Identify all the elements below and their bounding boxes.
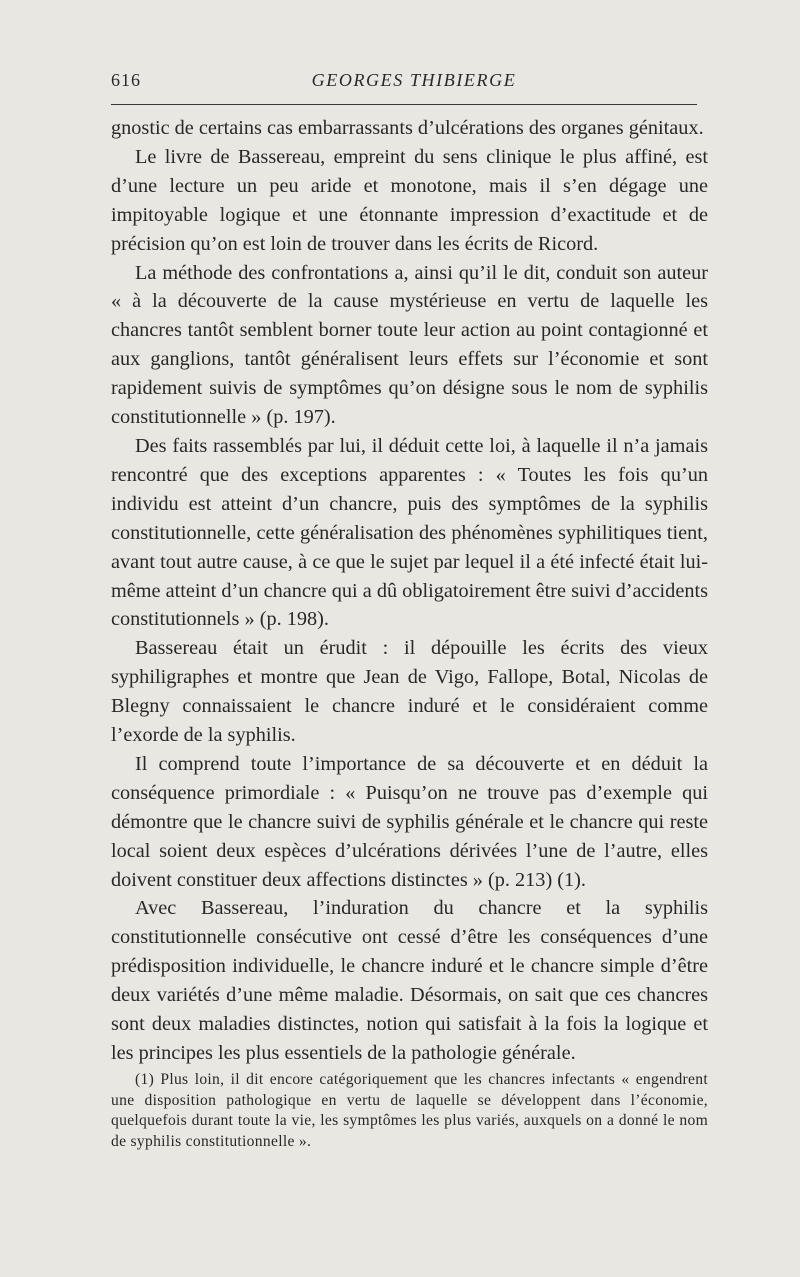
paragraph: Il comprend toute l’importance de sa découverte et en déduit la conséquence primordiale : « Puisqu’on ne trouve pas d’exemple qui démontre que le chancre suivi de syphilis générale et le chancre qui reste local soient deux espèces d’ulcérations dérivées l’une de l’autre, elles doivent constituer deux affections distinctes » (p. 213) (1). <box>111 752 708 891</box>
footnote: (1) Plus loin, il dit encore catégoriquement que les chancres infectants « engendrent une disposition pathologique en vertu de laquelle se développent dans l’économie, quelquefois durant toute la vie, les symptômes les plus variés, auxquels on a donné le nom de syphilis constitutionnelle ». <box>111 1071 708 1150</box>
body-text <box>111 114 708 1068</box>
header-rule <box>111 104 697 105</box>
paragraph-continuation: gnostic de certains cas embarrassants d’ulcérations des organes génitaux. <box>111 117 704 139</box>
paragraph: Des faits rassemblés par lui, il déduit cette loi, à laquelle il n’a jamais rencontré que des exceptions apparentes : « Toutes les fois qu’un individu est atteint d’un chancre, puis des symptômes de la syphilis constitutionnelle, cette généralisation des phénomènes syphilitiques tient, avant tout autre cause, à ce que le sujet par lequel il a été infecté était lui-même atteint d’un chancre qui a dû obligatoirement être suivi d’accidents constitutionnels » (p. 198). <box>111 434 708 631</box>
paragraph: La méthode des confrontations a, ainsi qu’il le dit, conduit son auteur « à la découverte de la cause mystérieuse en vertu de laquelle les chancres tantôt semblent borner toute leur action au point contagionné et aux ganglions, tantôt généralisent leurs effets sur l’économie et sont rapidement suivis de symptômes qu’on désigne sous le nom de syphilis constitutionnelle » (p. 197). <box>111 261 708 429</box>
paragraph: Le livre de Bassereau, empreint du sens clinique le plus affiné, est d’une lecture un peu aride et monotone, mais il s’en dégage une impitoyable logique et une étonnante impression d’exactitude et de précision qu’on est loin de trouver dans les écrits de Ricord. <box>111 145 708 255</box>
footnotes <box>111 1070 708 1152</box>
page-number: 616 <box>111 70 141 90</box>
paragraph: Bassereau était un érudit : il dépouille les écrits des vieux syphiligraphes et montre que Jean de Vigo, Fallope, Botal, Nicolas de Blegny connaissaient le chancre induré et le considéraient comme l’exorde de la syphilis. <box>111 637 708 747</box>
running-head <box>111 70 701 98</box>
paragraph: Avec Bassereau, l’induration du chancre et la syphilis constitutionnelle consécutive ont cessé d’être les conséquences d’une prédisposition individuelle, le chancre induré et le chancre simple d’être deux variétés d’une même maladie. Désormais, on sait que ces chancres sont deux maladies distinctes, notion qui satisfait à la fois la logique et les principes les plus essentiels de la pathologie générale. <box>111 897 708 1064</box>
running-title: GEORGES THIBIERGE <box>311 70 517 90</box>
